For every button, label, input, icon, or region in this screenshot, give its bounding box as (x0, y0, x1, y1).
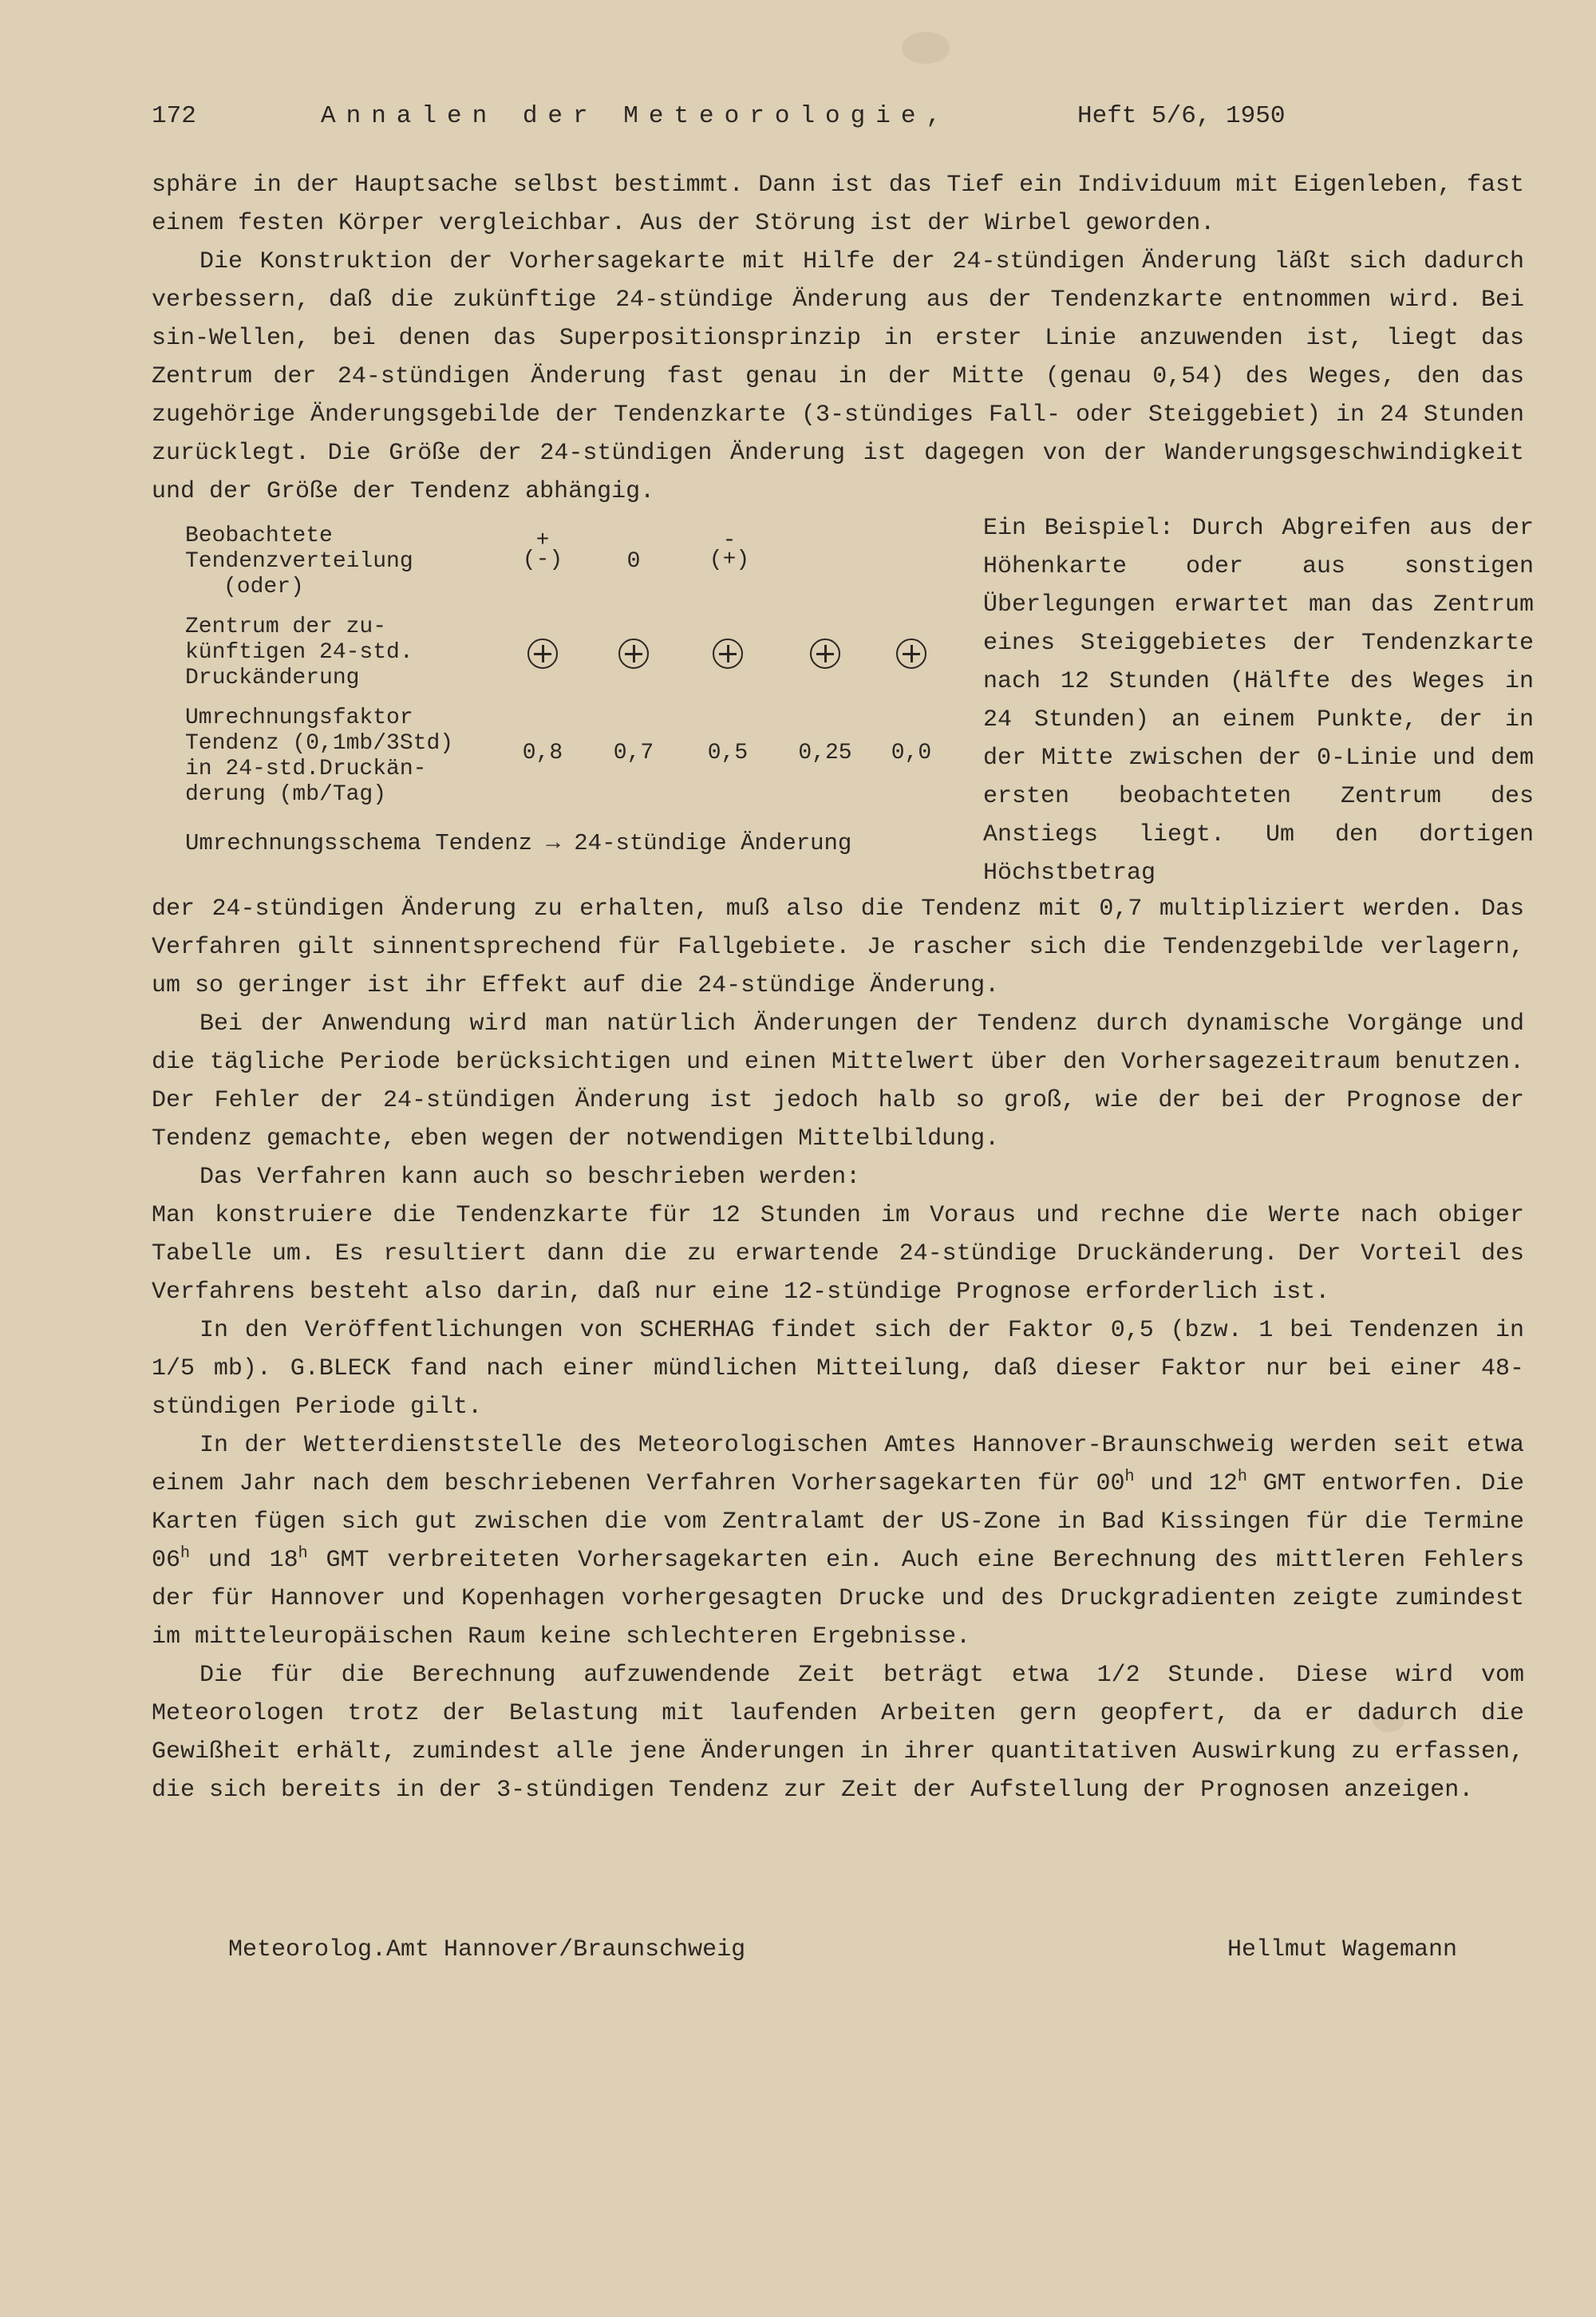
plus-circle-icon (871, 639, 951, 677)
table-cell: - (+) (709, 528, 750, 572)
paragraph: Bei der Anwendung wird man natürlich Änderungen der Tendenz durch dynamische Vorgänge und die tägliche Periode berücksichtigen und einen Mittelwert über den Vorhersagezeitraum benutzen. Der Fehler der 24-stündigen Änderung ist jedoch halb so groß, wie der bei der Prognose der Tendenz gemachte, eben wegen der notwendigen Mittelbildung. (152, 1010, 1524, 1153)
paragraph: Die für die Berechnung aufzuwendende Zeit beträgt etwa 1/2 Stunde. Diese wird vom Meteorologen trotz der Belastung mit laufenden Arbeiten gern geopfert, da er dadurch die Gewißheit erhält, zumindest alle jene Änderungen in ihrer quantitativen Auswirkung zu erfassen, die sich bereits in der 3-stündigen Tendenz zur Zeit der Aufstellung der Prognosen anzeigen. (152, 1662, 1524, 1804)
issue-info: Heft 5/6, 1950 (1077, 102, 1286, 130)
paragraph: der 24-stündigen Änderung zu erhalten, muß also die Tendenz mit 0,7 multipliziert werden. Das Verfahren gilt sinnentsprechend für Fallgebiete. Je rascher sich die Tendenzgebilde verlagern, um so geringer ist ihr Effekt auf die 24-stündige Änderung. (152, 896, 1524, 999)
paragraph: In den Veröffentlichungen von SCHERHAG findet sich der Faktor 0,5 (bzw. 1 bei Tendenzen in 1/5 mb). G.BLECK fand nach einer mündlichen Mitteilung, daß dieser Faktor nur bei einer 48-stündigen Periode gilt. (152, 1317, 1524, 1421)
table-cell: 0,8 (522, 741, 563, 765)
table-caption: Umrechnungsschema Tendenz → 24-stündige Änderung (185, 830, 852, 856)
plus-circle-icon (688, 639, 768, 677)
text-block-bottom (152, 890, 1524, 1809)
paragraph: Man konstruiere die Tendenzkarte für 12 Stunden im Voraus und rechne die Werte nach obiger Tabelle um. Es resultiert dann die zu erwartende 24-stündige Druckänderung. Der Vorteil des Verfahrens besteht also darin, daß nur eine 12-stündige Prognose erforderlich ist. (152, 1202, 1524, 1306)
table-cell: 0,0 (891, 741, 932, 765)
table-cell: 0,7 (613, 741, 654, 765)
table-cell: 0,5 (707, 741, 749, 765)
text-block-top (152, 166, 1524, 511)
page-number: 172 (152, 102, 196, 130)
plus-circle-icon (785, 639, 865, 677)
institution-signature: Meteorolog.Amt Hannover/Braunschweig (228, 1936, 746, 1963)
plus-circle-icon (503, 639, 583, 677)
table-cell: 0 (626, 549, 641, 574)
paragraph: Die Konstruktion der Vorhersagekarte mit Hilfe der 24-stündigen Änderung läßt sich dadurch verbessern, daß die zukünftige 24-stündige Änderung aus der Tendenzkarte entnommen wird. Bei sin-Wellen, bei denen das Superpositionsprinzip in erster Linie anzuwenden ist, liegt das Zentrum der 24-stündigen Änderung fast genau in der Mitte (genau 0,54) des Weges, den das zugehörige Änderungsgebilde der Tendenzkarte (3-stündiges Fall- oder Steiggebiet) in 24 Stunden zurücklegt. Die Größe der 24-stündigen Änderung ist dagegen von der Wanderungsgeschwindigkeit und der Größe der Tendenz abhängig. (152, 248, 1524, 505)
paragraph: In der Wetterdienststelle des Meteorologischen Amtes Hannover-Braunschweig werden seit etwa einem Jahr nach dem beschriebenen Verfahren Vorhersagekarten für 00$^h$ und 12$^h$ GMT entworfen. Die Karten fügen sich gut zwischen die vom Zentralamt der US-Zone in Bad Kissingen für die Termine 06$^h$ und 18$^h$ GMT verbreiteten Vorhersagekarten ein. Auch eine Berechnung des mittleren Fehlers der für Hannover und Kopenhagen vorhergesagten Drucke und des Druckgradienten zeigte zumindest im mitteleuropäischen Raum keine schlechteren Ergebnisse. (152, 1432, 1524, 1651)
journal-title: Annalen der Meteorologie, (321, 102, 952, 130)
table-row-label: Zentrum der zu- künftigen 24-std. Druckänderung (185, 615, 413, 690)
paragraph: sphäre in der Hauptsache selbst bestimmt. Dann ist das Tief ein Individuum mit Eigenleben, fast einem festen Körper vergleichbar. Aus der Störung ist der Wirbel geworden. (152, 172, 1524, 237)
paper-stain (902, 32, 950, 64)
table-cell: 0,25 (798, 741, 852, 765)
table-row-label: Beobachtete Tendenzverteilung (oder) (185, 524, 413, 599)
paragraph: Das Verfahren kann auch so beschrieben werden: (200, 1164, 861, 1191)
table-cell: + (-) (522, 528, 563, 572)
table-row-label: Umrechnungsfaktor Tendenz (0,1mb/3Std) in 24-std.Druckän- derung (mb/Tag) (185, 706, 454, 807)
author-signature: Hellmut Wagemann (1227, 1936, 1458, 1963)
plus-circle-icon (594, 639, 674, 677)
side-column-text (983, 509, 1534, 892)
paragraph: Ein Beispiel: Durch Abgreifen aus der Höhenkarte oder aus sonstigen Überlegungen erwartet man das Zentrum eines Steiggebietes der Tendenzkarte nach 12 Stunden (Hälfte des Weges in 24 Stunden) an einem Punkte, der in der Mitte zwischen der 0-Linie und dem ersten beobachteten Zentrum des Anstiegs liegt. Um den dortigen Höchstbetrag (983, 515, 1534, 887)
